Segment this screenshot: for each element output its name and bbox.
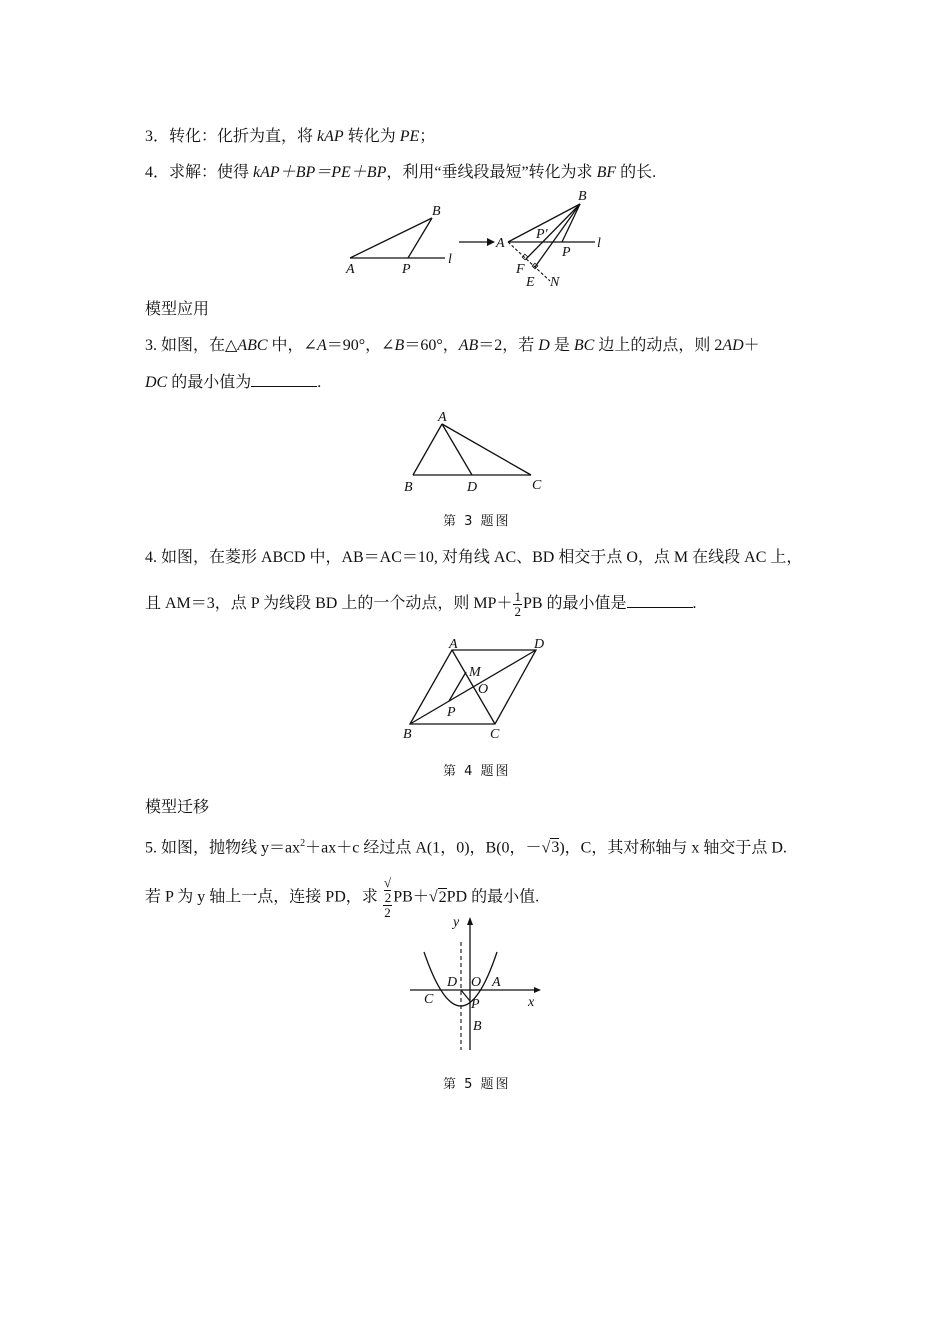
label-x: x [528, 995, 535, 1010]
math-var: AD [722, 337, 744, 354]
text: 是 [549, 337, 574, 354]
text: PD 的最小值. [446, 888, 540, 906]
label-B: B [578, 189, 587, 204]
text: 的最小值为 [167, 374, 252, 391]
math-var: DC [145, 374, 168, 391]
text: ＝2，若 [478, 337, 539, 354]
label-P: P [471, 997, 480, 1012]
text: 的长. [616, 164, 657, 181]
label-A: A [496, 236, 505, 251]
label-A: A [492, 975, 501, 990]
text: ＋ [743, 337, 760, 354]
label-N: N [550, 275, 560, 290]
label-C: C [424, 992, 434, 1007]
step-number: 3． [145, 128, 170, 145]
math-var: PE [399, 128, 420, 145]
math-var: kAP [317, 128, 344, 145]
radicand: 2 [384, 890, 392, 905]
q5-figure [400, 910, 550, 1060]
label-D: D [467, 480, 478, 495]
label-D: D [534, 637, 545, 652]
label-A: A [346, 262, 355, 277]
label-C: C [532, 478, 542, 493]
text: PB＋ [393, 888, 429, 906]
q3-line1 [145, 336, 760, 356]
model-figure [330, 185, 630, 295]
text: ＝60°， [404, 337, 459, 354]
label-l: l [448, 252, 452, 267]
label-P-prime: P′ [536, 227, 548, 242]
numerator: √ 2 [383, 875, 392, 905]
math-var: AB [458, 337, 479, 354]
math-var: D [538, 337, 550, 354]
step-3-text [145, 127, 435, 147]
text: )，C，其对称轴与 x 轴交于点 D. [559, 839, 787, 857]
sqrt-symbol: √ [541, 839, 551, 857]
label-B: B [473, 1019, 482, 1034]
text: ＋ax＋c 经过点 A(1，0)，B(0，－ [305, 839, 542, 857]
text: . [692, 595, 697, 613]
label-D: D [447, 975, 458, 990]
q4-figure [390, 630, 560, 745]
denominator: 2 [384, 905, 391, 920]
radicand: 2 [438, 888, 447, 906]
q4-caption: 第 4 题图 [443, 764, 511, 779]
q3-caption: 第 3 题图 [443, 514, 511, 529]
label-O: O [471, 975, 482, 990]
q5-caption: 第 5 题图 [443, 1077, 511, 1092]
label-A: A [438, 410, 447, 425]
q4-line1: 4. 如图，在菱形 ABCD 中，AB＝AC＝10, 对角线 AC、BD 相交于点 O，点 M 在线段 AC 上， [145, 549, 803, 566]
step-number: 4． [145, 164, 170, 181]
step-label: 求解： [169, 164, 218, 181]
fraction [513, 590, 522, 619]
q5-line1 [145, 834, 787, 858]
text: 3. 如图，在△ [145, 337, 238, 354]
step-label: 转化： [169, 128, 218, 145]
label-C: C [490, 727, 500, 742]
text: . [317, 374, 322, 391]
math-var: BF [596, 164, 617, 181]
numerator: 1 [514, 589, 521, 604]
y-axis-arrow-icon [467, 917, 473, 925]
label-y: y [453, 915, 460, 930]
label-E: E [526, 275, 535, 290]
text: 若 P 为 y 轴上一点，连接 PD，求 [145, 888, 382, 906]
math-var: B [394, 337, 405, 354]
text: 化折为直，将 [217, 128, 318, 145]
text: ； [419, 128, 436, 145]
section-heading-transfer: 模型迁移 [145, 797, 210, 816]
label-B: B [403, 727, 412, 742]
text: ，利用“垂线段最短”转化为求 [386, 164, 597, 181]
radicand: 3 [551, 839, 560, 857]
text: PB 的最小值是 [522, 595, 627, 613]
q3-line2 [145, 372, 321, 393]
label-A: A [449, 637, 458, 652]
text: 转化为 [343, 128, 400, 145]
text: 使得 [217, 164, 254, 181]
q4-line2 [145, 590, 697, 619]
label-P: P [402, 262, 411, 277]
text: 5. 如图，抛物线 y＝ax [145, 839, 301, 857]
denominator: 2 [514, 604, 521, 619]
text: 边上的动点，则 2 [594, 337, 723, 354]
q3-figure [390, 400, 560, 500]
label-F: F [516, 262, 525, 277]
label-P: P [562, 245, 571, 260]
label-B: B [432, 204, 441, 219]
text: 中，∠ [267, 337, 317, 354]
label-P: P [447, 705, 456, 720]
answer-blank[interactable] [251, 372, 317, 387]
step-4-text [145, 163, 656, 183]
math-var: ABC [237, 337, 268, 354]
fraction [383, 876, 393, 920]
text: ＝90°，∠ [326, 337, 395, 354]
label-O: O [478, 682, 489, 697]
text: 且 AM＝3，点 P 为线段 BD 上的一个动点，则 MP＋ [145, 595, 513, 613]
math-var: BC [573, 337, 595, 354]
label-B: B [404, 480, 413, 495]
exponent: 2 [300, 838, 306, 849]
section-heading-application: 模型应用 [145, 299, 210, 318]
x-axis-arrow-icon [534, 987, 541, 993]
answer-blank[interactable] [627, 593, 693, 608]
math-expression: kAP＋BP＝PE＋BP [253, 164, 387, 181]
label-l: l [597, 236, 601, 251]
sqrt-symbol: √ [428, 888, 438, 906]
math-var: A [316, 337, 327, 354]
label-M: M [469, 665, 481, 680]
